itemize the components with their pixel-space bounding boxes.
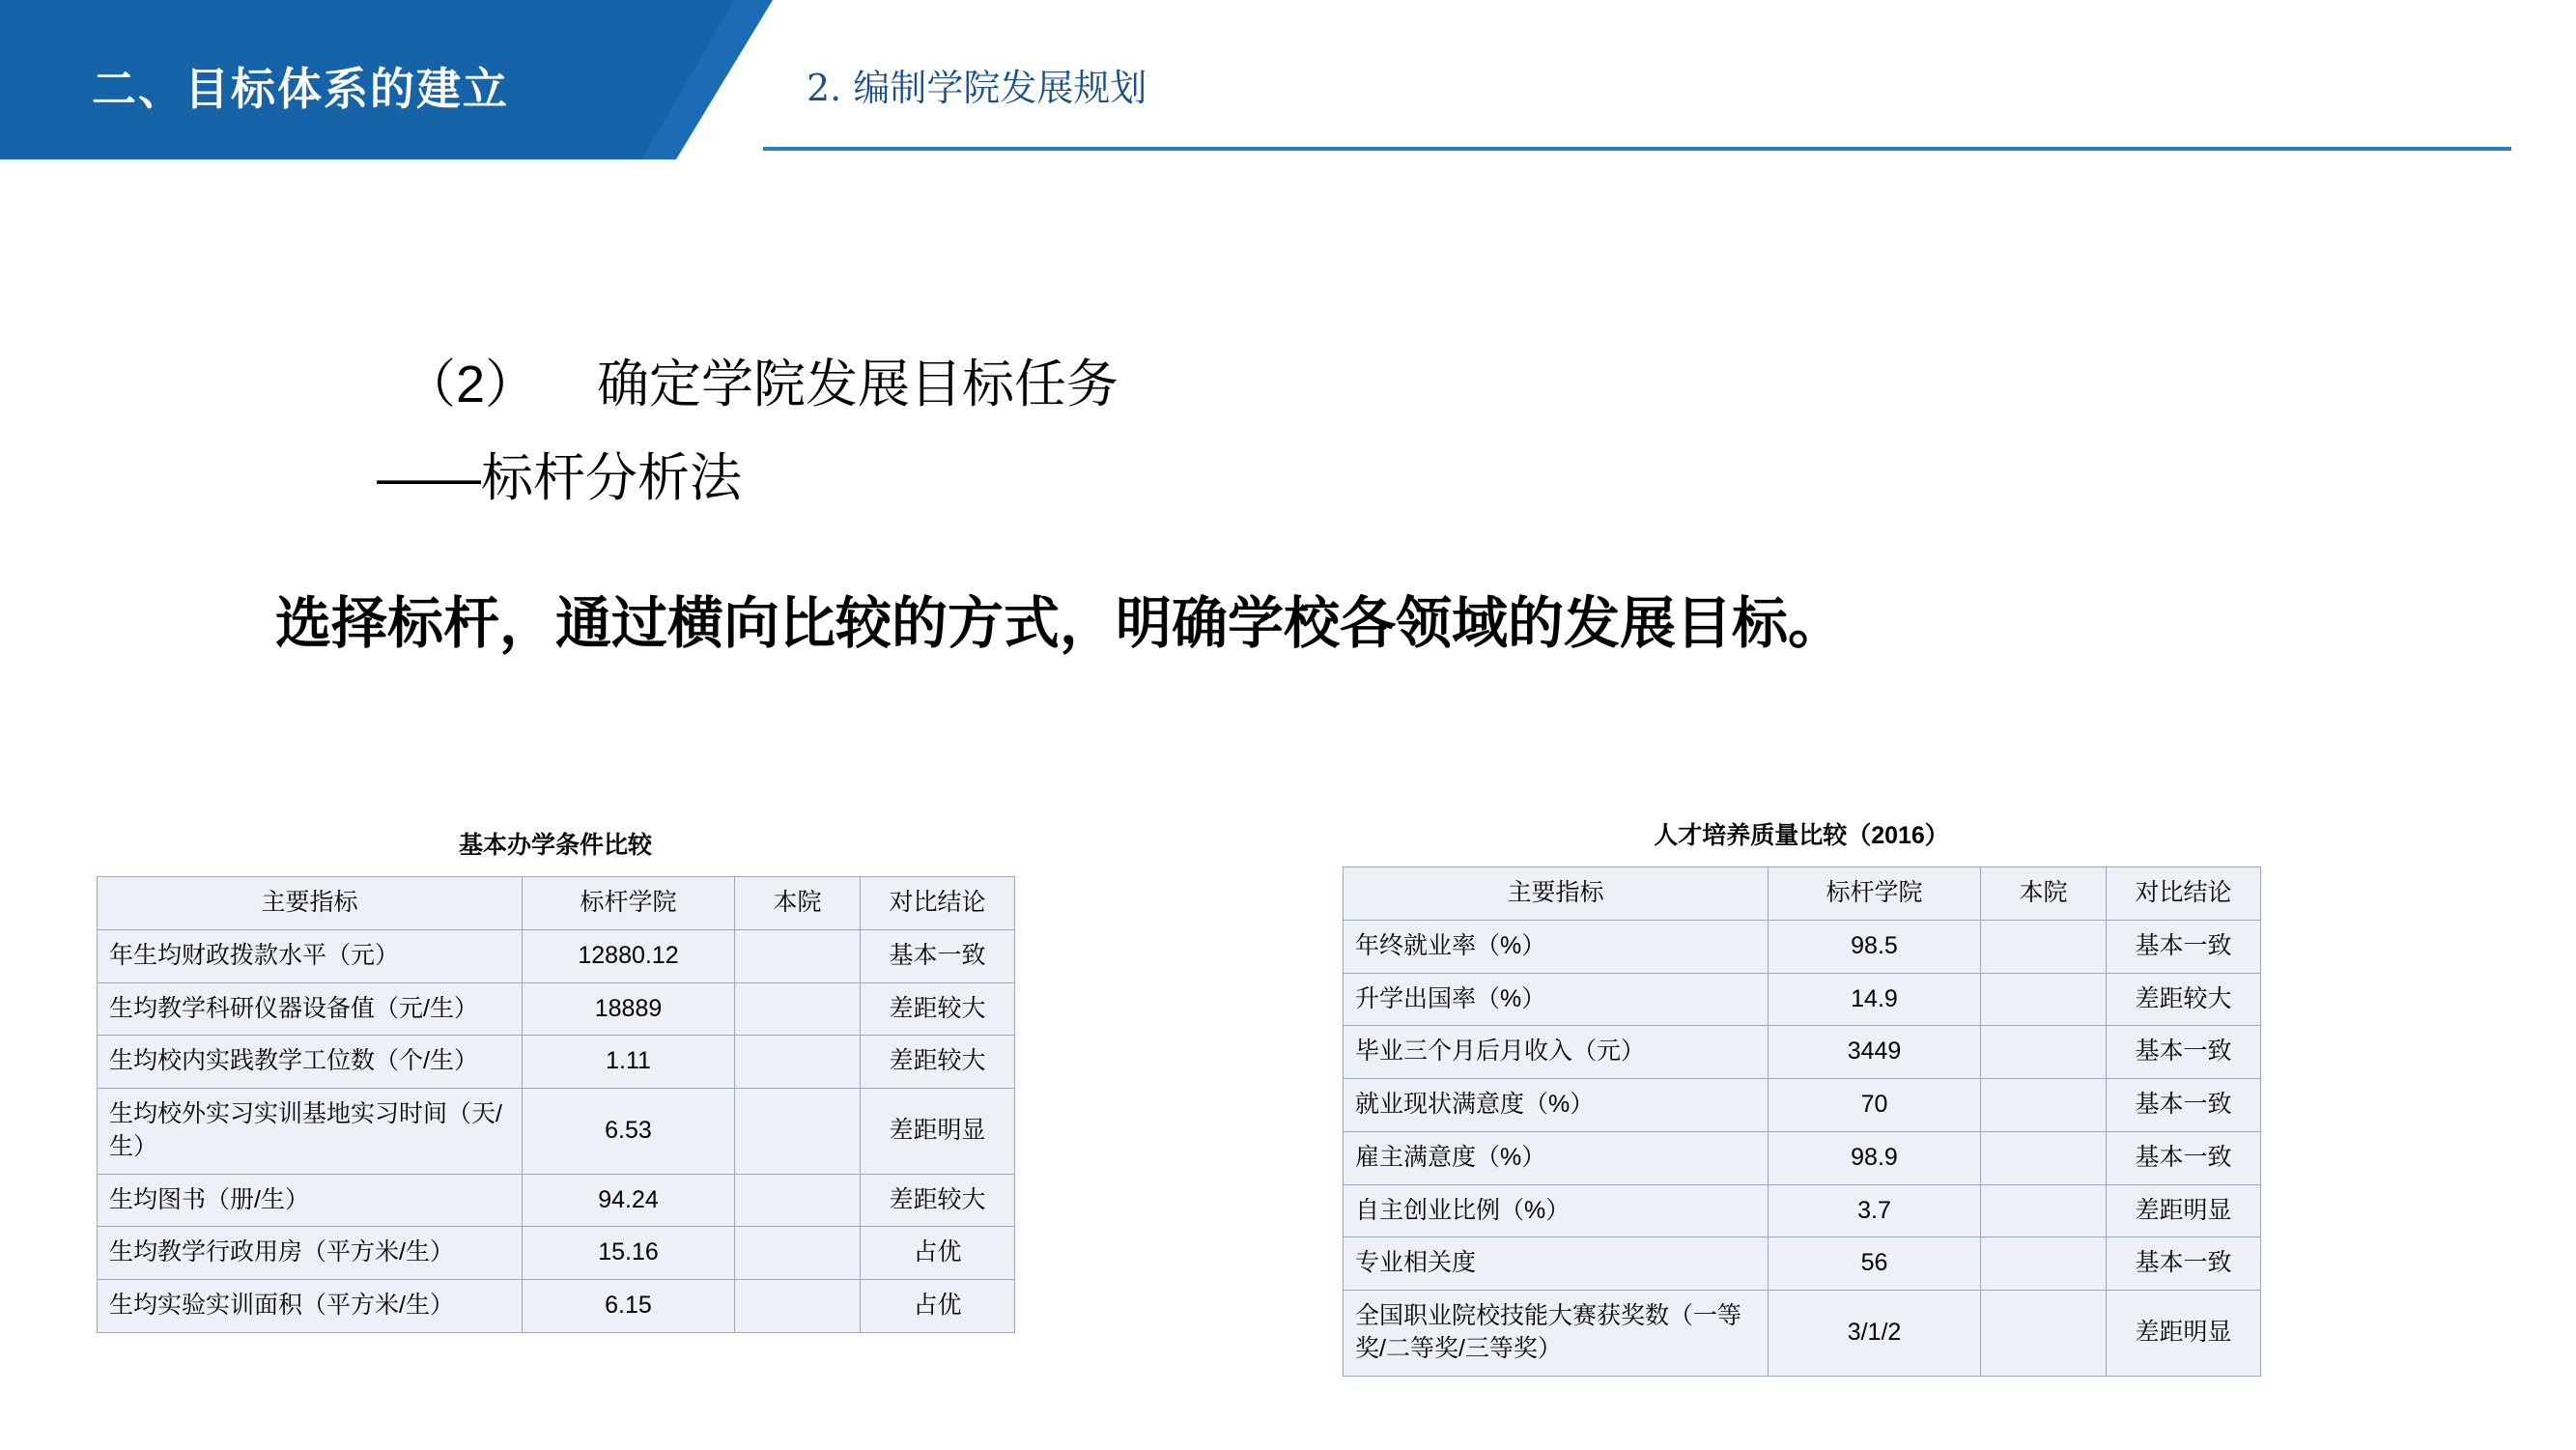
slide-header [0, 0, 2576, 159]
cell-benchmark: 3.7 [1769, 1184, 1981, 1237]
cell-indicator: 雇主满意度（%） [1344, 1131, 1769, 1184]
cell-own [1981, 1291, 2107, 1377]
cell-own [735, 982, 861, 1036]
cell-own [1981, 1079, 2107, 1132]
column-header-conclusion: 对比结论 [861, 877, 1015, 930]
cell-benchmark: 98.5 [1769, 920, 1981, 973]
cell-benchmark: 94.24 [523, 1174, 735, 1227]
cell-indicator: 生均教学科研仪器设备值（元/生） [98, 982, 523, 1036]
cell-indicator: 生均实验实训面积（平方米/生） [98, 1280, 523, 1333]
cell-indicator: 生均图书（册/生） [98, 1174, 523, 1227]
cell-own [735, 1227, 861, 1280]
table-row [1344, 1291, 2261, 1377]
cell-conclusion: 基本一致 [2107, 1079, 2261, 1132]
cell-indicator: 生均教学行政用房（平方米/生） [98, 1227, 523, 1280]
table-row [98, 1089, 1015, 1175]
table-caption-right: 人才培养质量比较（2016） [1654, 822, 1949, 849]
cell-conclusion: 差距明显 [2107, 1184, 2261, 1237]
page-title-prefix: （2） [404, 355, 538, 413]
cell-own [1981, 1026, 2107, 1079]
cell-conclusion: 差距较大 [861, 1036, 1015, 1089]
cell-indicator: 年生均财政拨款水平（元） [98, 929, 523, 982]
page-title [404, 343, 1118, 417]
cell-benchmark: 6.53 [523, 1089, 735, 1175]
cell-own [1981, 1237, 2107, 1291]
column-header-benchmark: 标杆学院 [1769, 867, 1981, 921]
table-row [98, 929, 1015, 982]
cell-indicator: 全国职业院校技能大赛获奖数（一等奖/二等奖/三等奖） [1344, 1291, 1769, 1377]
table-row [1344, 920, 2261, 973]
table-talent-quality [1343, 867, 2261, 1377]
table-header-row [1344, 867, 2261, 921]
cell-own [735, 1036, 861, 1089]
table-basic-conditions [97, 876, 1015, 1333]
table-row [1344, 1079, 2261, 1132]
cell-indicator: 年终就业率（%） [1344, 920, 1769, 973]
subsection-label: 2. 编制学院发展规划 [807, 67, 1147, 109]
table-row [1344, 1184, 2261, 1237]
table-header-row [98, 877, 1015, 930]
table-row [98, 1174, 1015, 1227]
column-header-indicator: 主要指标 [98, 877, 523, 930]
table-row [1344, 1131, 2261, 1184]
cell-indicator: 自主创业比例（%） [1344, 1184, 1769, 1237]
cell-own [735, 929, 861, 982]
cell-benchmark: 14.9 [1769, 973, 1981, 1026]
cell-benchmark: 1.11 [523, 1036, 735, 1089]
cell-conclusion: 基本一致 [2107, 920, 2261, 973]
table-row [1344, 973, 2261, 1026]
cell-own [1981, 920, 2107, 973]
cell-conclusion: 基本一致 [861, 929, 1015, 982]
lead-paragraph: 选择标杆，通过横向比较的方式，明确学校各领域的发展目标。 [275, 592, 1845, 655]
cell-conclusion: 差距明显 [2107, 1291, 2261, 1377]
table-row [98, 1280, 1015, 1333]
cell-conclusion: 差距较大 [2107, 973, 2261, 1026]
table-caption-left: 基本办学条件比较 [458, 832, 652, 859]
cell-conclusion: 基本一致 [2107, 1237, 2261, 1291]
cell-own [1981, 1184, 2107, 1237]
table-row [1344, 1237, 2261, 1291]
column-header-indicator: 主要指标 [1344, 867, 1769, 921]
cell-indicator: 就业现状满意度（%） [1344, 1079, 1769, 1132]
cell-conclusion: 基本一致 [2107, 1131, 2261, 1184]
table-row [98, 1036, 1015, 1089]
cell-indicator: 毕业三个月后月收入（元） [1344, 1026, 1769, 1079]
page-subtitle: ——标杆分析法 [377, 449, 742, 507]
cell-indicator: 升学出国率（%） [1344, 973, 1769, 1026]
cell-benchmark: 15.16 [523, 1227, 735, 1280]
cell-conclusion: 基本一致 [2107, 1026, 2261, 1079]
cell-conclusion: 差距明显 [861, 1089, 1015, 1175]
cell-conclusion: 占优 [861, 1280, 1015, 1333]
cell-benchmark: 3/1/2 [1769, 1291, 1981, 1377]
table-block-talent-quality [1343, 816, 2261, 1377]
section-label: 二、目标体系的建立 [92, 64, 509, 114]
cell-benchmark: 98.9 [1769, 1131, 1981, 1184]
table-block-basic-conditions [97, 826, 1015, 1333]
cell-benchmark: 70 [1769, 1079, 1981, 1132]
column-header-conclusion: 对比结论 [2107, 867, 2261, 921]
cell-own [1981, 973, 2107, 1026]
cell-indicator: 专业相关度 [1344, 1237, 1769, 1291]
cell-benchmark: 56 [1769, 1237, 1981, 1291]
cell-indicator: 生均校内实践教学工位数（个/生） [98, 1036, 523, 1089]
cell-indicator: 生均校外实习实训基地实习时间（天/生） [98, 1089, 523, 1175]
cell-benchmark: 3449 [1769, 1026, 1981, 1079]
cell-benchmark: 6.15 [523, 1280, 735, 1333]
cell-own [735, 1089, 861, 1175]
page-title-main: 确定学院发展目标任务 [597, 355, 1119, 413]
cell-own [1981, 1131, 2107, 1184]
column-header-benchmark: 标杆学院 [523, 877, 735, 930]
column-header-own: 本院 [1981, 867, 2107, 921]
cell-benchmark: 12880.12 [523, 929, 735, 982]
column-header-own: 本院 [735, 877, 861, 930]
header-divider [763, 147, 2511, 151]
table-row [98, 1227, 1015, 1280]
cell-benchmark: 18889 [523, 982, 735, 1036]
cell-conclusion: 差距较大 [861, 1174, 1015, 1227]
table-row [1344, 1026, 2261, 1079]
cell-own [735, 1174, 861, 1227]
cell-conclusion: 差距较大 [861, 982, 1015, 1036]
cell-own [735, 1280, 861, 1333]
table-row [98, 982, 1015, 1036]
cell-conclusion: 占优 [861, 1227, 1015, 1280]
